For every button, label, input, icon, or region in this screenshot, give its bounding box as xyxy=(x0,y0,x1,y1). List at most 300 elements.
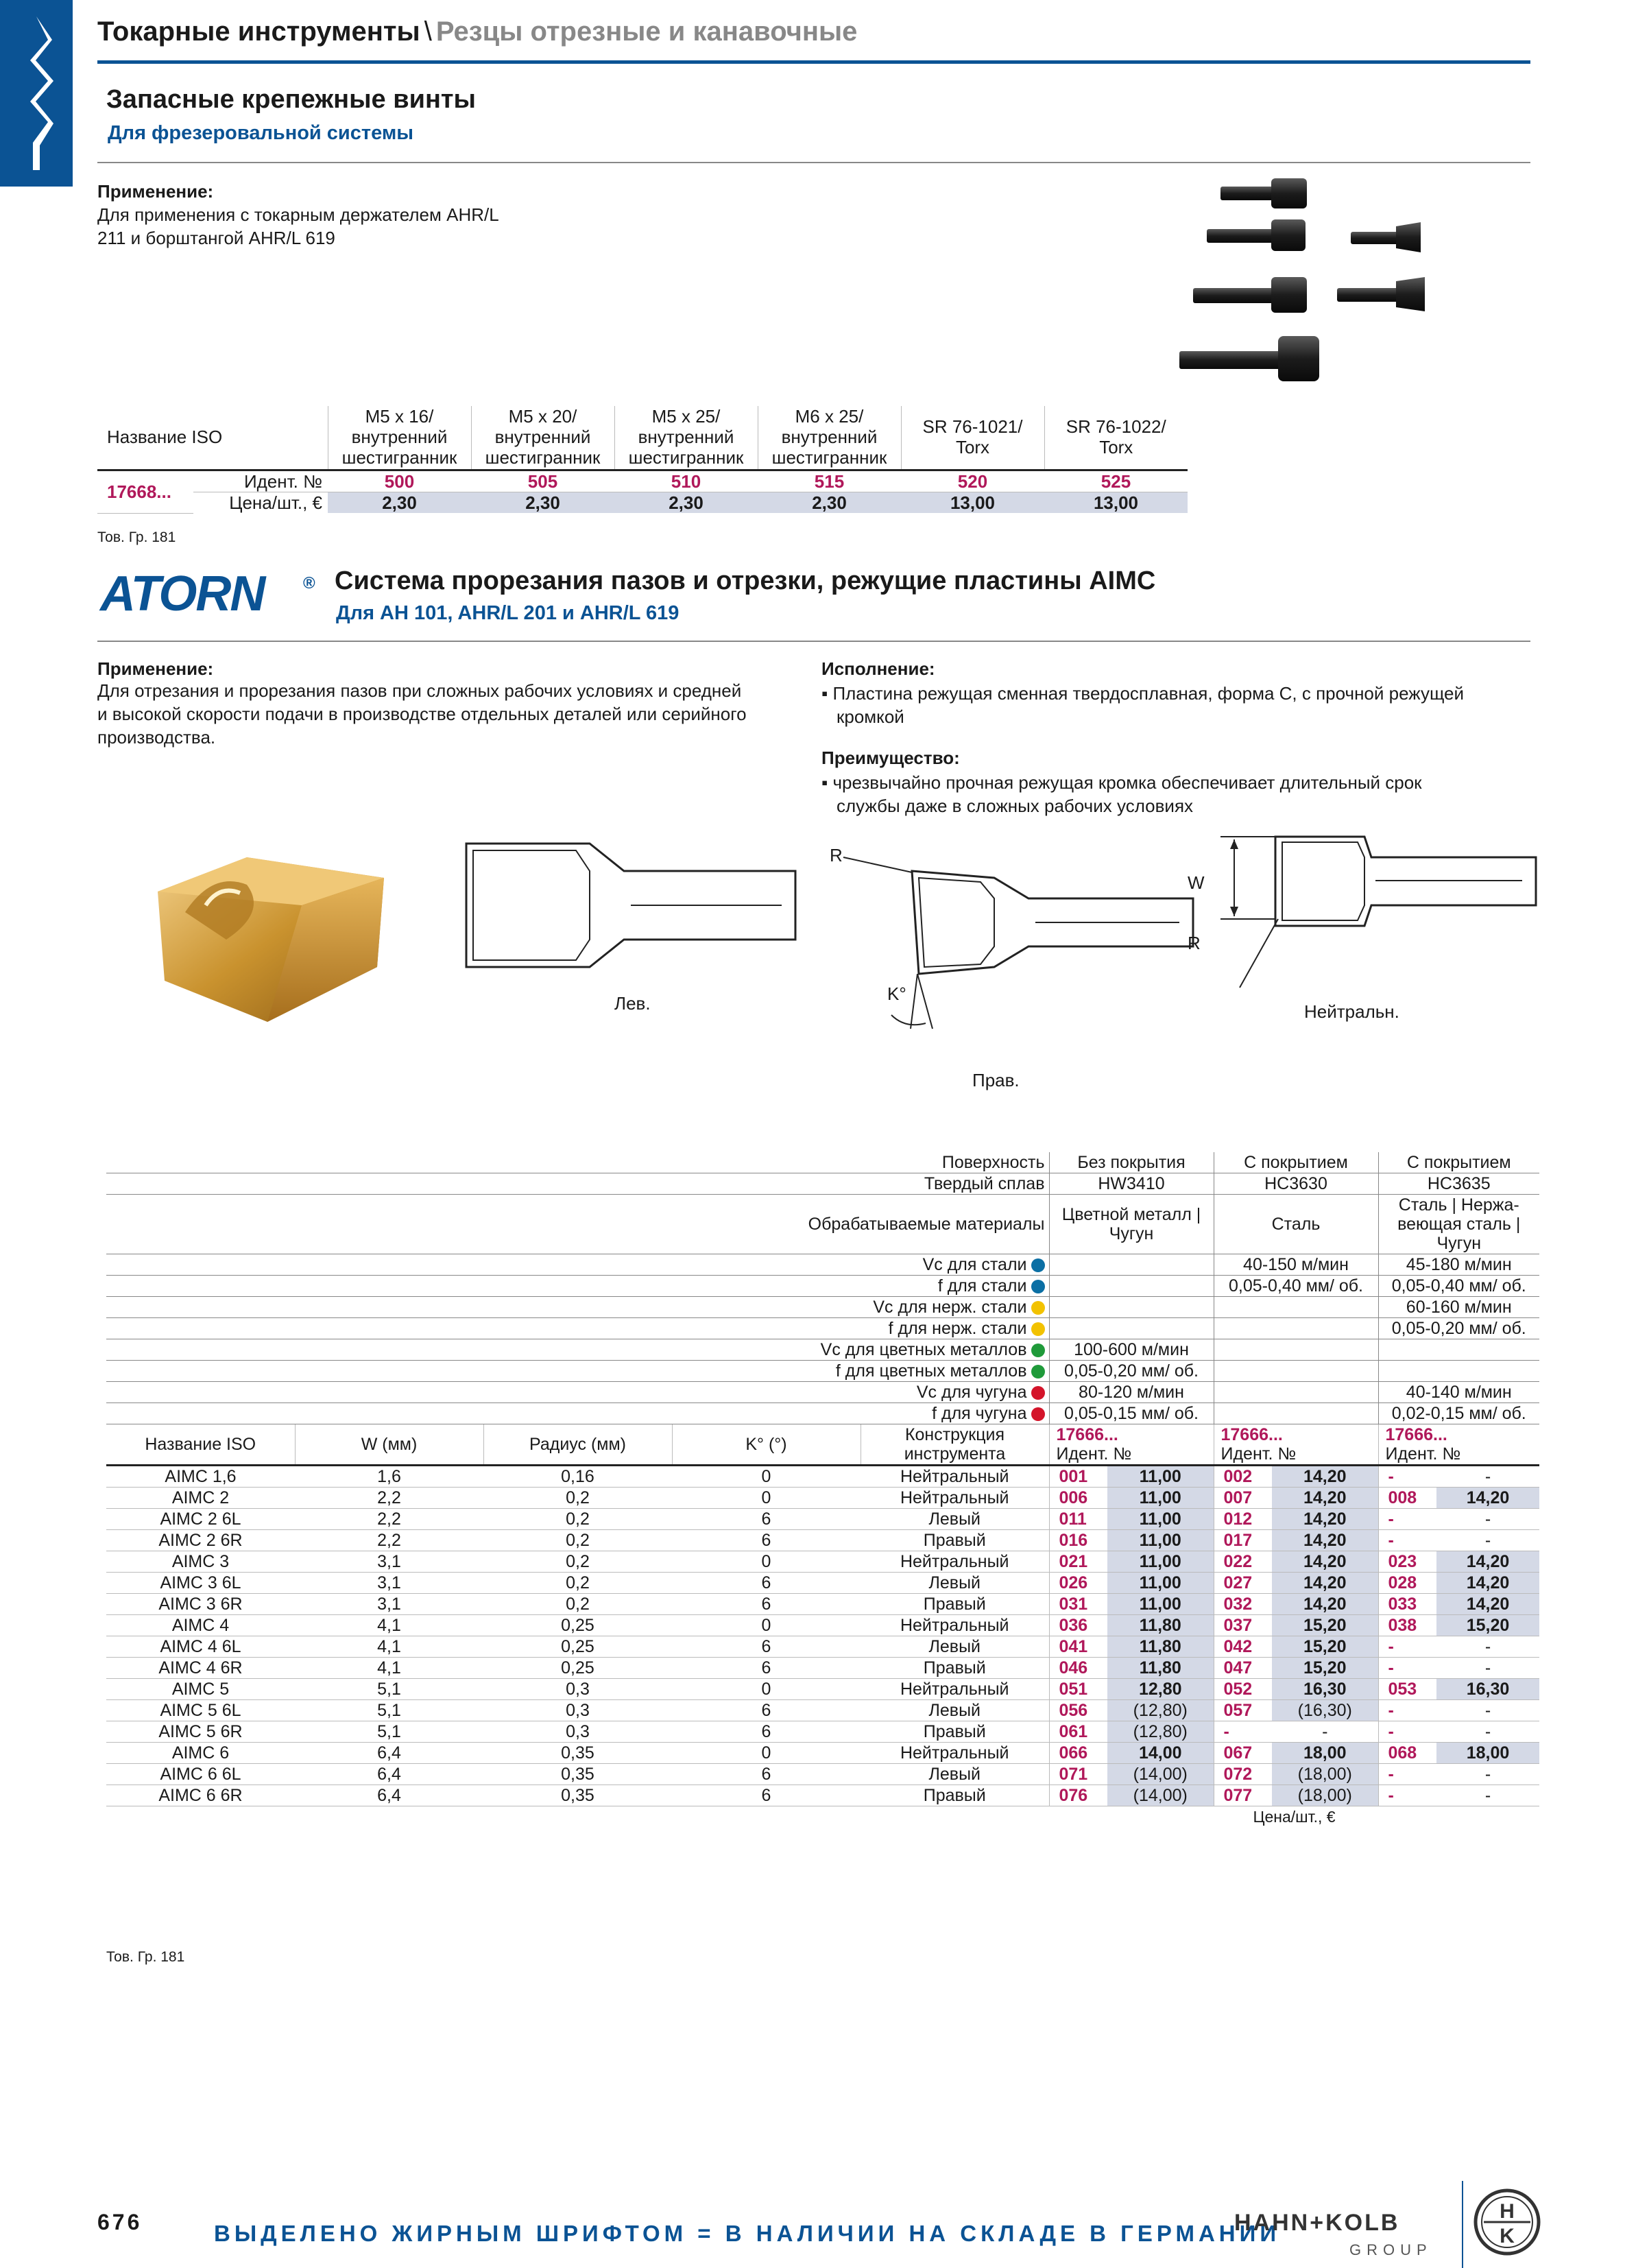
price-cell: (18,00) xyxy=(1272,1764,1378,1785)
cell: 0,3 xyxy=(483,1700,672,1721)
cell: Нейтральный xyxy=(861,1551,1049,1573)
screws-title: Запасные крепежные винты xyxy=(106,85,476,114)
text-line: производства. xyxy=(97,727,216,748)
screw-icon xyxy=(1337,277,1425,311)
cell: 2,2 xyxy=(295,1530,483,1551)
property-label: Поверхность xyxy=(106,1152,1049,1173)
cell: 0 xyxy=(672,1743,861,1764)
radius-header: Радиус (мм) xyxy=(483,1424,672,1466)
material-dot-icon xyxy=(1031,1301,1045,1315)
price-cell: 13,00 xyxy=(1044,492,1188,514)
screw-icon xyxy=(1220,178,1307,208)
cell: Левый xyxy=(861,1700,1049,1721)
property-value xyxy=(1378,1361,1539,1382)
property-value: 60-160 м/мин xyxy=(1378,1297,1539,1318)
cell: 0,25 xyxy=(483,1636,672,1658)
cell: Левый xyxy=(861,1764,1049,1785)
cell: 0,16 xyxy=(483,1466,672,1488)
right-r-label: R xyxy=(830,845,843,866)
price-cell: 13,00 xyxy=(901,492,1044,514)
cell: AIMC 5 xyxy=(106,1679,295,1700)
k-header: K° (°) xyxy=(672,1424,861,1466)
property-value xyxy=(1214,1382,1378,1403)
cell: 0,25 xyxy=(483,1615,672,1636)
screws-id-row xyxy=(97,470,1188,492)
price-cell: 14,20 xyxy=(1436,1594,1539,1615)
aimc-design-text xyxy=(821,682,1535,728)
cell: Нейтральный xyxy=(861,1743,1049,1764)
cell: 6,4 xyxy=(295,1785,483,1806)
cell: 4,1 xyxy=(295,1615,483,1636)
price-cell: 11,80 xyxy=(1107,1658,1214,1679)
material-dot-icon xyxy=(1031,1280,1045,1293)
property-row xyxy=(106,1173,1539,1195)
size-header: M5 x 20/ внутренний шестигранник xyxy=(471,406,614,470)
id-cell: - xyxy=(1378,1764,1436,1785)
size-header: SR 76-1022/ Torx xyxy=(1044,406,1188,470)
price-cell: 15,20 xyxy=(1436,1615,1539,1636)
cell: Правый xyxy=(861,1721,1049,1743)
screw-icon xyxy=(1351,222,1421,252)
cell: AIMC 1,6 xyxy=(106,1466,295,1488)
aimc-application-label: Применение: xyxy=(97,658,214,679)
price-cell: (12,80) xyxy=(1107,1700,1214,1721)
cell: AIMC 2 xyxy=(106,1488,295,1509)
category-tab xyxy=(0,0,73,187)
property-row xyxy=(106,1276,1539,1297)
property-value: 40-140 м/мин xyxy=(1378,1382,1539,1403)
property-value: Сталь | Нержа-веющая сталь | Чугун xyxy=(1378,1195,1539,1254)
id-cell: 071 xyxy=(1049,1764,1107,1785)
property-row xyxy=(106,1254,1539,1276)
text-line: кромкой xyxy=(837,706,904,727)
id-cell: 510 xyxy=(614,470,758,492)
cell: 3,1 xyxy=(295,1551,483,1573)
price-cell: 14,00 xyxy=(1107,1743,1214,1764)
right-tool-drawing xyxy=(823,830,1207,1036)
id-cell: 046 xyxy=(1049,1658,1107,1679)
text-line: Для применения с токарным держателем AHR/L xyxy=(97,204,499,225)
breadcrumb-category: Токарные инструменты xyxy=(97,16,420,47)
hk-logo-icon xyxy=(1473,2188,1541,2256)
cell: AIMC 5 6R xyxy=(106,1721,295,1743)
id-cell: 023 xyxy=(1378,1551,1436,1573)
price-cell: 14,20 xyxy=(1272,1488,1378,1509)
table-row xyxy=(106,1679,1539,1700)
price-cell: 2,30 xyxy=(328,492,471,514)
price-cell: 11,80 xyxy=(1107,1615,1214,1636)
price-cell: - xyxy=(1436,1466,1539,1488)
size-header: M5 x 25/ внутренний шестигранник xyxy=(614,406,758,470)
price-footer: Цена/шт., € xyxy=(1253,1808,1336,1826)
price-cell: 15,20 xyxy=(1272,1615,1378,1636)
cell: 4,1 xyxy=(295,1636,483,1658)
cell: 0,2 xyxy=(483,1488,672,1509)
cell: 6 xyxy=(672,1573,861,1594)
page-number: 676 xyxy=(97,2210,143,2234)
cell: Правый xyxy=(861,1530,1049,1551)
neutral-r-label: R xyxy=(1188,933,1201,953)
cell: 6 xyxy=(672,1785,861,1806)
price-cell: 14,20 xyxy=(1272,1573,1378,1594)
logo-letter: K xyxy=(1500,2225,1515,2247)
breadcrumb-separator: \ xyxy=(424,16,432,47)
id-cell: 061 xyxy=(1049,1721,1107,1743)
property-label: Обрабатываемые материалы xyxy=(106,1195,1049,1254)
property-value xyxy=(1049,1318,1214,1339)
cell: Правый xyxy=(861,1594,1049,1615)
property-row xyxy=(106,1361,1539,1382)
property-label: f для чугуна xyxy=(106,1403,1049,1424)
iso-name-header: Название ISO xyxy=(97,406,328,470)
cell: 3,1 xyxy=(295,1573,483,1594)
property-value xyxy=(1214,1403,1378,1424)
iso-name-header: Название ISO xyxy=(106,1424,295,1466)
brand-group: GROUP xyxy=(1349,2241,1432,2258)
cell: 2,2 xyxy=(295,1488,483,1509)
id-cell: 036 xyxy=(1049,1615,1107,1636)
brand-divider xyxy=(1462,2181,1463,2268)
cell: AIMC 4 xyxy=(106,1615,295,1636)
price-cell: - xyxy=(1436,1636,1539,1658)
cell: 0 xyxy=(672,1679,861,1700)
price-cell: 14,20 xyxy=(1272,1466,1378,1488)
cell: 0,2 xyxy=(483,1551,672,1573)
size-header: M5 x 16/ внутренний шестигранник xyxy=(328,406,471,470)
cell: AIMC 6 6L xyxy=(106,1764,295,1785)
cell: 4,1 xyxy=(295,1658,483,1679)
cell: 1,6 xyxy=(295,1466,483,1488)
screws-price-row xyxy=(97,492,1188,514)
aimc-product-group: Тов. Гр. 181 xyxy=(106,1949,185,1965)
id-cell: 022 xyxy=(1214,1551,1272,1573)
price-cell: 14,20 xyxy=(1436,1488,1539,1509)
table-row xyxy=(106,1764,1539,1785)
property-value: Сталь xyxy=(1214,1195,1378,1254)
material-dot-icon xyxy=(1031,1322,1045,1336)
aimc-divider xyxy=(97,641,1530,642)
cell: AIMC 2 6R xyxy=(106,1530,295,1551)
id-cell: 007 xyxy=(1214,1488,1272,1509)
screws-application-label: Применение: xyxy=(97,181,214,202)
cell: 6,4 xyxy=(295,1764,483,1785)
neutral-tool-drawing xyxy=(1166,823,1550,1001)
id-cell: 037 xyxy=(1214,1615,1272,1636)
cell: 0 xyxy=(672,1488,861,1509)
id-cell: 008 xyxy=(1378,1488,1436,1509)
screws-divider xyxy=(97,162,1530,163)
screws-table xyxy=(97,406,1188,514)
material-dot-icon xyxy=(1031,1386,1045,1400)
property-value: 80-120 м/мин xyxy=(1049,1382,1214,1403)
property-value: С покрытием xyxy=(1214,1152,1378,1173)
brand-name: HAHN+KOLB xyxy=(1234,2210,1400,2236)
id-cell: - xyxy=(1378,1721,1436,1743)
property-label: Vc для стали xyxy=(106,1254,1049,1276)
cell: 6 xyxy=(672,1721,861,1743)
price-cell: 12,80 xyxy=(1107,1679,1214,1700)
price-cell: 14,20 xyxy=(1436,1573,1539,1594)
material-dot-icon xyxy=(1031,1344,1045,1357)
screws-product-group: Тов. Гр. 181 xyxy=(97,529,176,545)
price-cell: 15,20 xyxy=(1272,1658,1378,1679)
property-value: HC3635 xyxy=(1378,1173,1539,1195)
aimc-title: Система прорезания пазов и отрезки, режущие пластины AIMC xyxy=(335,566,1156,595)
cell: 0,2 xyxy=(483,1530,672,1551)
insert-photo xyxy=(144,830,418,1029)
cell: Нейтральный xyxy=(861,1466,1049,1488)
screws-subtitle: Для фрезеровальной системы xyxy=(108,122,414,144)
id-cell: 032 xyxy=(1214,1594,1272,1615)
table-row xyxy=(106,1530,1539,1551)
cell: 5,1 xyxy=(295,1721,483,1743)
aimc-subtitle: Для AH 101, AHR/L 201 и AHR/L 619 xyxy=(336,602,679,624)
id-cell: 525 xyxy=(1044,470,1188,492)
id-cell: - xyxy=(1378,1509,1436,1530)
cell: AIMC 5 6L xyxy=(106,1700,295,1721)
property-value: 45-180 м/мин xyxy=(1378,1254,1539,1276)
price-cell: 2,30 xyxy=(758,492,901,514)
table-row xyxy=(106,1636,1539,1658)
drill-icon xyxy=(12,12,60,174)
cell: 3,1 xyxy=(295,1594,483,1615)
neutral-caption: Нейтральн. xyxy=(1304,1001,1399,1022)
property-value: 0,05-0,15 мм/ об. xyxy=(1049,1403,1214,1424)
screws-application-text xyxy=(97,203,646,250)
price-cell: (18,00) xyxy=(1272,1785,1378,1806)
id-cell: 051 xyxy=(1049,1679,1107,1700)
aimc-application-text xyxy=(97,679,824,749)
table-row xyxy=(106,1743,1539,1764)
cell: AIMC 6 6R xyxy=(106,1785,295,1806)
text-line: и высокой скорости подачи в производстве отдельных деталей или серийного xyxy=(97,704,747,724)
cell: 6 xyxy=(672,1509,861,1530)
price-cell: 2,30 xyxy=(614,492,758,514)
table-row xyxy=(106,1594,1539,1615)
cell: Нейтральный xyxy=(861,1488,1049,1509)
price-cell: 16,30 xyxy=(1272,1679,1378,1700)
price-footer-row xyxy=(106,1806,1539,1828)
property-row xyxy=(106,1318,1539,1339)
aimc-design-label: Исполнение: xyxy=(821,658,935,679)
property-label: Vc для нерж. стали xyxy=(106,1297,1049,1318)
price-cell: 14,20 xyxy=(1272,1530,1378,1551)
table-row xyxy=(106,1509,1539,1530)
property-value: 0,05-0,20 мм/ об. xyxy=(1049,1361,1214,1382)
cell: 0 xyxy=(672,1466,861,1488)
cell: Правый xyxy=(861,1658,1049,1679)
table-row xyxy=(106,1721,1539,1743)
price-cell: 14,20 xyxy=(1272,1594,1378,1615)
screws-photo xyxy=(1166,171,1440,391)
property-label: f для стали xyxy=(106,1276,1049,1297)
property-value xyxy=(1214,1339,1378,1361)
price-cell: 14,20 xyxy=(1272,1551,1378,1573)
cell: Правый xyxy=(861,1785,1049,1806)
cell: 0 xyxy=(672,1615,861,1636)
property-value: 0,05-0,20 мм/ об. xyxy=(1378,1318,1539,1339)
id-cell: 001 xyxy=(1049,1466,1107,1488)
bullet-line: ▪ Пластина режущая сменная твердосплавная, форма С, с прочной режущей xyxy=(821,683,1465,704)
cell: AIMC 2 6L xyxy=(106,1509,295,1530)
id-cell: - xyxy=(1378,1700,1436,1721)
cell: 0,3 xyxy=(483,1679,672,1700)
cell: AIMC 3 6R xyxy=(106,1594,295,1615)
property-value: 0,02-0,15 мм/ об. xyxy=(1378,1403,1539,1424)
price-cell: 18,00 xyxy=(1272,1743,1378,1764)
id-cell: 072 xyxy=(1214,1764,1272,1785)
logo-letter: H xyxy=(1500,2200,1515,2223)
property-value xyxy=(1214,1361,1378,1382)
cell: 6 xyxy=(672,1764,861,1785)
cell: 5,1 xyxy=(295,1679,483,1700)
id-cell: 042 xyxy=(1214,1636,1272,1658)
cell: AIMC 3 6L xyxy=(106,1573,295,1594)
article-header: 17666... Идент. № xyxy=(1049,1424,1214,1466)
price-cell: 11,00 xyxy=(1107,1466,1214,1488)
id-cell: - xyxy=(1214,1721,1272,1743)
cell: AIMC 4 6L xyxy=(106,1636,295,1658)
id-cell: 052 xyxy=(1214,1679,1272,1700)
table-row xyxy=(106,1466,1539,1488)
property-row xyxy=(106,1403,1539,1424)
id-cell: 027 xyxy=(1214,1573,1272,1594)
price-cell: (12,80) xyxy=(1107,1721,1214,1743)
table-row xyxy=(106,1573,1539,1594)
screw-icon xyxy=(1193,277,1307,313)
stock-note: ВЫДЕЛЕНО ЖИРНЫМ ШРИФТОМ = В НАЛИЧИИ НА СКЛАДЕ В ГЕРМАНИИ xyxy=(214,2221,1281,2246)
property-value: 100-600 м/мин xyxy=(1049,1339,1214,1361)
id-cell: 021 xyxy=(1049,1551,1107,1573)
article-prefix: 17668... xyxy=(97,470,193,514)
id-cell: 041 xyxy=(1049,1636,1107,1658)
table-row xyxy=(106,1658,1539,1679)
id-cell: - xyxy=(1378,1466,1436,1488)
id-cell: 012 xyxy=(1214,1509,1272,1530)
property-value: 40-150 м/мин xyxy=(1214,1254,1378,1276)
price-cell: - xyxy=(1436,1785,1539,1806)
svg-text:ATORN: ATORN xyxy=(100,566,265,619)
id-cell: 077 xyxy=(1214,1785,1272,1806)
cell: 5,1 xyxy=(295,1700,483,1721)
cell: 6,4 xyxy=(295,1743,483,1764)
cell: 6 xyxy=(672,1636,861,1658)
price-cell: - xyxy=(1436,1509,1539,1530)
property-value xyxy=(1214,1318,1378,1339)
property-value xyxy=(1049,1276,1214,1297)
cell: 6 xyxy=(672,1594,861,1615)
property-label: Vc для чугуна xyxy=(106,1382,1049,1403)
text-line: Для отрезания и прорезания пазов при сложных рабочих условиях и средней xyxy=(97,680,742,701)
price-cell: - xyxy=(1436,1530,1539,1551)
id-cell: 028 xyxy=(1378,1573,1436,1594)
id-cell: 056 xyxy=(1049,1700,1107,1721)
property-value: Цветной металл | Чугун xyxy=(1049,1195,1214,1254)
id-label: Идент. № xyxy=(193,470,328,492)
cell: Нейтральный xyxy=(861,1679,1049,1700)
property-value xyxy=(1214,1297,1378,1318)
price-cell: - xyxy=(1436,1721,1539,1743)
price-cell: - xyxy=(1272,1721,1378,1743)
bullet-icon: ▪ xyxy=(821,772,833,793)
w-header: W (мм) xyxy=(295,1424,483,1466)
price-cell: 11,00 xyxy=(1107,1509,1214,1530)
article-header: 17666... Идент. № xyxy=(1378,1424,1539,1466)
cell: 0,2 xyxy=(483,1594,672,1615)
cell: 0,25 xyxy=(483,1658,672,1679)
size-header: M6 x 25/ внутренний шестигранник xyxy=(758,406,901,470)
header-divider xyxy=(97,60,1530,64)
cell: 0,3 xyxy=(483,1721,672,1743)
price-cell: 14,20 xyxy=(1272,1509,1378,1530)
left-caption: Лев. xyxy=(614,993,651,1014)
price-cell: 16,30 xyxy=(1436,1679,1539,1700)
table-row xyxy=(106,1785,1539,1806)
id-cell: 006 xyxy=(1049,1488,1107,1509)
price-cell: (16,30) xyxy=(1272,1700,1378,1721)
cell: 0,2 xyxy=(483,1509,672,1530)
cell: 0,35 xyxy=(483,1743,672,1764)
id-cell: 520 xyxy=(901,470,1044,492)
cell: AIMC 4 6R xyxy=(106,1658,295,1679)
size-header: SR 76-1021/ Torx xyxy=(901,406,1044,470)
price-cell: - xyxy=(1436,1700,1539,1721)
id-cell: 067 xyxy=(1214,1743,1272,1764)
price-cell: 18,00 xyxy=(1436,1743,1539,1764)
id-cell: 011 xyxy=(1049,1509,1107,1530)
price-cell: (14,00) xyxy=(1107,1785,1214,1806)
cell: Левый xyxy=(861,1636,1049,1658)
property-value: 0,05-0,40 мм/ об. xyxy=(1378,1276,1539,1297)
column-header-row xyxy=(106,1424,1539,1466)
id-cell: 500 xyxy=(328,470,471,492)
price-cell: 11,00 xyxy=(1107,1594,1214,1615)
id-cell: - xyxy=(1378,1785,1436,1806)
bullet-line: ▪ чрезвычайно прочная режущая кромка обеспечивает длительный срок xyxy=(821,772,1422,793)
aimc-table xyxy=(106,1152,1539,1827)
property-row xyxy=(106,1382,1539,1403)
price-cell: 11,00 xyxy=(1107,1573,1214,1594)
id-cell: - xyxy=(1378,1636,1436,1658)
id-cell: 031 xyxy=(1049,1594,1107,1615)
price-cell: - xyxy=(1436,1764,1539,1785)
price-cell: 11,00 xyxy=(1107,1551,1214,1573)
id-cell: 033 xyxy=(1378,1594,1436,1615)
cell: AIMC 3 xyxy=(106,1551,295,1573)
property-label: Vc для цветных металлов xyxy=(106,1339,1049,1361)
cell: 0,35 xyxy=(483,1764,672,1785)
aimc-advantage-text xyxy=(821,771,1535,817)
cell: 0 xyxy=(672,1551,861,1573)
breadcrumb xyxy=(97,16,857,47)
property-row xyxy=(106,1297,1539,1318)
cell: AIMC 6 xyxy=(106,1743,295,1764)
id-cell: 002 xyxy=(1214,1466,1272,1488)
property-value xyxy=(1049,1254,1214,1276)
price-cell: 15,20 xyxy=(1272,1636,1378,1658)
cell: 6 xyxy=(672,1700,861,1721)
screws-header-row xyxy=(97,406,1188,470)
property-value: С покрытием xyxy=(1378,1152,1539,1173)
property-value xyxy=(1378,1339,1539,1361)
property-value: HW3410 xyxy=(1049,1173,1214,1195)
table-row xyxy=(106,1488,1539,1509)
id-cell: 515 xyxy=(758,470,901,492)
bullet-icon: ▪ xyxy=(821,683,833,704)
construction-header: Конструкция инструмента xyxy=(861,1424,1049,1466)
property-value: 0,05-0,40 мм/ об. xyxy=(1214,1276,1378,1297)
cell: 2,2 xyxy=(295,1509,483,1530)
